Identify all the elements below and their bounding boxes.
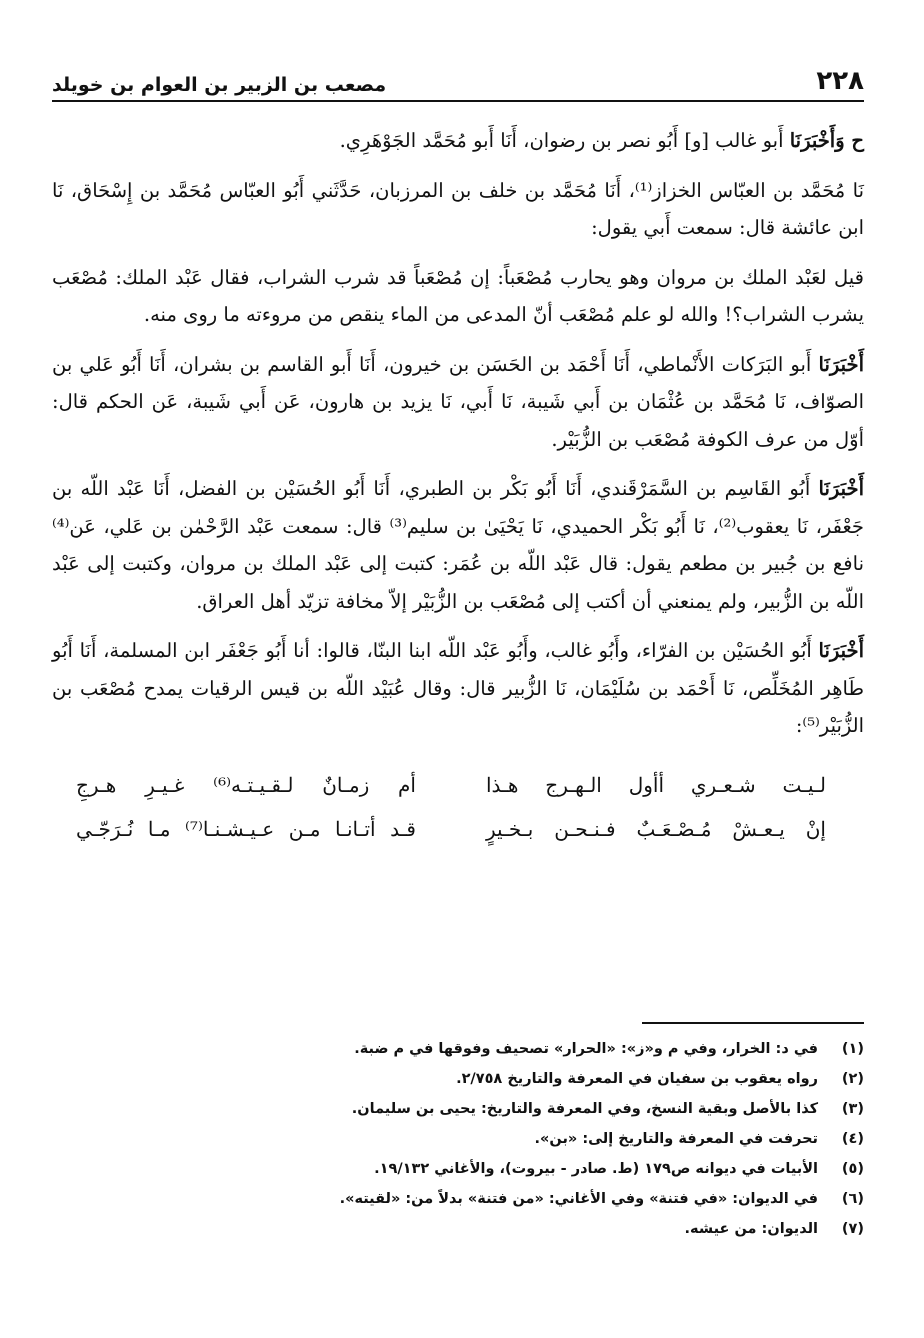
poem xyxy=(52,763,864,851)
paragraph xyxy=(52,122,864,160)
verse-second-hemistich: قـد أتـانـا مـن عـيـشـنـا⁽⁷⁾ مـا نُـرَجّـي xyxy=(76,816,416,841)
verse-second-hemistich: أم زمـانٌ لـقـيـتـه⁽⁶⁾ غـيـرِ هـرجِ xyxy=(76,772,416,797)
footnote xyxy=(52,1184,864,1214)
footnote xyxy=(52,1154,864,1184)
paragraph-text: أَبُو القَاسِم بن السَّمَرْقَندي، أَنَا أَبُو بَكْر بن الطبري، أَنَا أَبُو الحُسَيْن بن الفضل، أَنَا عَبْد اللّه بن جَعْفَر، نَا يعقوب⁽²⁾، نَا أَبُو بَكْر الحميدي، نَا يَحْيَىٰ بن سليم⁽³⁾ قال: سمعت عَبْد الرَّحْمٰن بن عَلي، عَن⁽⁴⁾ نافع بن جُبير بن مطعم يقول: قال عَبْد اللّه بن عُمَر: كتبت إلى عَبْد الملك بن مروان، وكتبت إلى عَبْد اللّه بن الزُّبير، ولم يمنعني أن أكتب إلى مُصْعَب بن الزُّبَيْر إلاّ مخافة تزيّد أهل العراق. xyxy=(52,477,864,613)
footnotes xyxy=(52,1034,864,1244)
footnote-text: تحرفت في المعرفة والتاريخ إلى: «بن». xyxy=(534,1131,818,1147)
isnad-lead: ح وَأَخْبَرَنَا xyxy=(789,129,864,152)
footnote-number: (١) xyxy=(841,1041,864,1057)
footnote xyxy=(52,1034,864,1064)
paragraph-text: أَبو البَرَكات الأَنْماطي، أَنَا أَحْمَد بن الحَسَن بن خيرون، أَنَا أَبو القاسم بن بشران، أَنَا أَبُو عَلي بن الصوّاف، نَا مُحَمَّد بن عُثْمَان بن أَبي شَيبة، نَا أَبي، نَا يزيد بن هارون، عَن أَبي شَيبة، عَن الحكم قال: أوّل من عرف الكوفة مُصْعَب بن الزُّبَيْر. xyxy=(52,352,864,451)
footnote-number: (٦) xyxy=(841,1191,864,1207)
paragraph-text: قيل لعَبْد الملك بن مروان وهو يحارب مُصْعَباً: إن مُصْعَباً قد شرب الشراب، فقال عَبْد الملك: مُصْعَب يشرب الشراب؟! والله لو علم مُصْعَب أنّ المدعى من الماء ينقص من مروءته ما روى منه. xyxy=(52,265,864,326)
footnote-number: (٥) xyxy=(841,1161,864,1177)
footnote-number: (٤) xyxy=(841,1131,864,1147)
isnad-lead: أَخْبَرَنَا xyxy=(818,639,864,662)
footnote xyxy=(52,1094,864,1124)
footnote-text: رواه يعقوب بن سفيان في المعرفة والتاريخ ٢/٧٥٨. xyxy=(456,1071,818,1087)
verse-first-hemistich: لـيـت شـعـري أأول الـهـرج هـذا xyxy=(486,772,826,797)
footnote-number: (٣) xyxy=(841,1101,864,1117)
paragraph xyxy=(52,632,864,745)
isnad-lead: أَخْبَرَنَا xyxy=(818,477,864,500)
paragraph xyxy=(52,346,864,459)
footnote-text: كذا بالأصل وبقية النسخ، وفي المعرفة والتاريخ: يحيى بن سليمان. xyxy=(351,1101,818,1117)
page-header xyxy=(52,60,864,102)
paragraph xyxy=(52,172,864,247)
footnote-text: الديوان: من عيشه. xyxy=(684,1221,818,1237)
footnote xyxy=(52,1064,864,1094)
footnote-separator xyxy=(642,1022,864,1024)
verse-first-hemistich: إنْ يـعـشْ مُـصْـعَـبٌ فـنـحـن بـخـيرٍ xyxy=(486,816,826,841)
footnote-number: (٧) xyxy=(841,1221,864,1237)
main-text xyxy=(52,122,864,851)
isnad-lead: أَخْبَرَنَا xyxy=(818,352,864,376)
verse xyxy=(52,807,864,851)
running-title: مصعب بن الزبير بن العوام بن خويلد xyxy=(52,74,387,96)
paragraph xyxy=(52,470,864,620)
footnote-number: (٢) xyxy=(841,1071,864,1087)
paragraph-text: أَبو غالب [و] أَبُو نصر بن رضوان، أَنَا أَبو مُحَمَّد الجَوْهَرِي. xyxy=(339,129,790,152)
footnote-text: في الديوان: «في فتنة» وفي الأغاني: «من فتنة» بدلاً من: «لقيته». xyxy=(339,1191,818,1207)
page-number: ٢٢٨ xyxy=(816,66,864,96)
paragraph-text: نَا مُحَمَّد بن العبّاس الخزاز⁽¹⁾، أَنَا مُحَمَّد بن خلف بن المرزبان، حَدَّثَني أَبُو العبّاس مُحَمَّد بن إِسْحَاق، نَا ابن عائشة قال: سمعت أَبي يقول: xyxy=(52,178,864,239)
footnote-text: الأبيات في ديوانه ص١٧٩ (ط. صادر - بيروت)، والأغاني ١٩/١٣٢. xyxy=(374,1161,818,1177)
paragraph xyxy=(52,259,864,334)
paragraph-text: أَبُو الحُسَيْن بن الفرّاء، وأَبُو غالب، وأَبُو عَبْد اللّه ابنا البنّا، قالوا: أنا أَبُو جَعْفَر ابن المسلمة، أَنَا أَبُو طَاهِر المُخَلِّص، نَا أَحْمَد بن سُلَيْمَان، نَا الزُّبير قال: وقال عُبَيْد اللّه بن قيس الرقيات يمدح مُصْعَب بن الزُّبَيْر⁽⁵⁾: xyxy=(52,639,864,737)
verse xyxy=(52,763,864,807)
footnote xyxy=(52,1214,864,1244)
footnote xyxy=(52,1124,864,1154)
footnote-text: في د: الخرار، وفي م و«ز»: «الحرار» تصحيف وفوقها في م ضبة. xyxy=(354,1041,818,1057)
